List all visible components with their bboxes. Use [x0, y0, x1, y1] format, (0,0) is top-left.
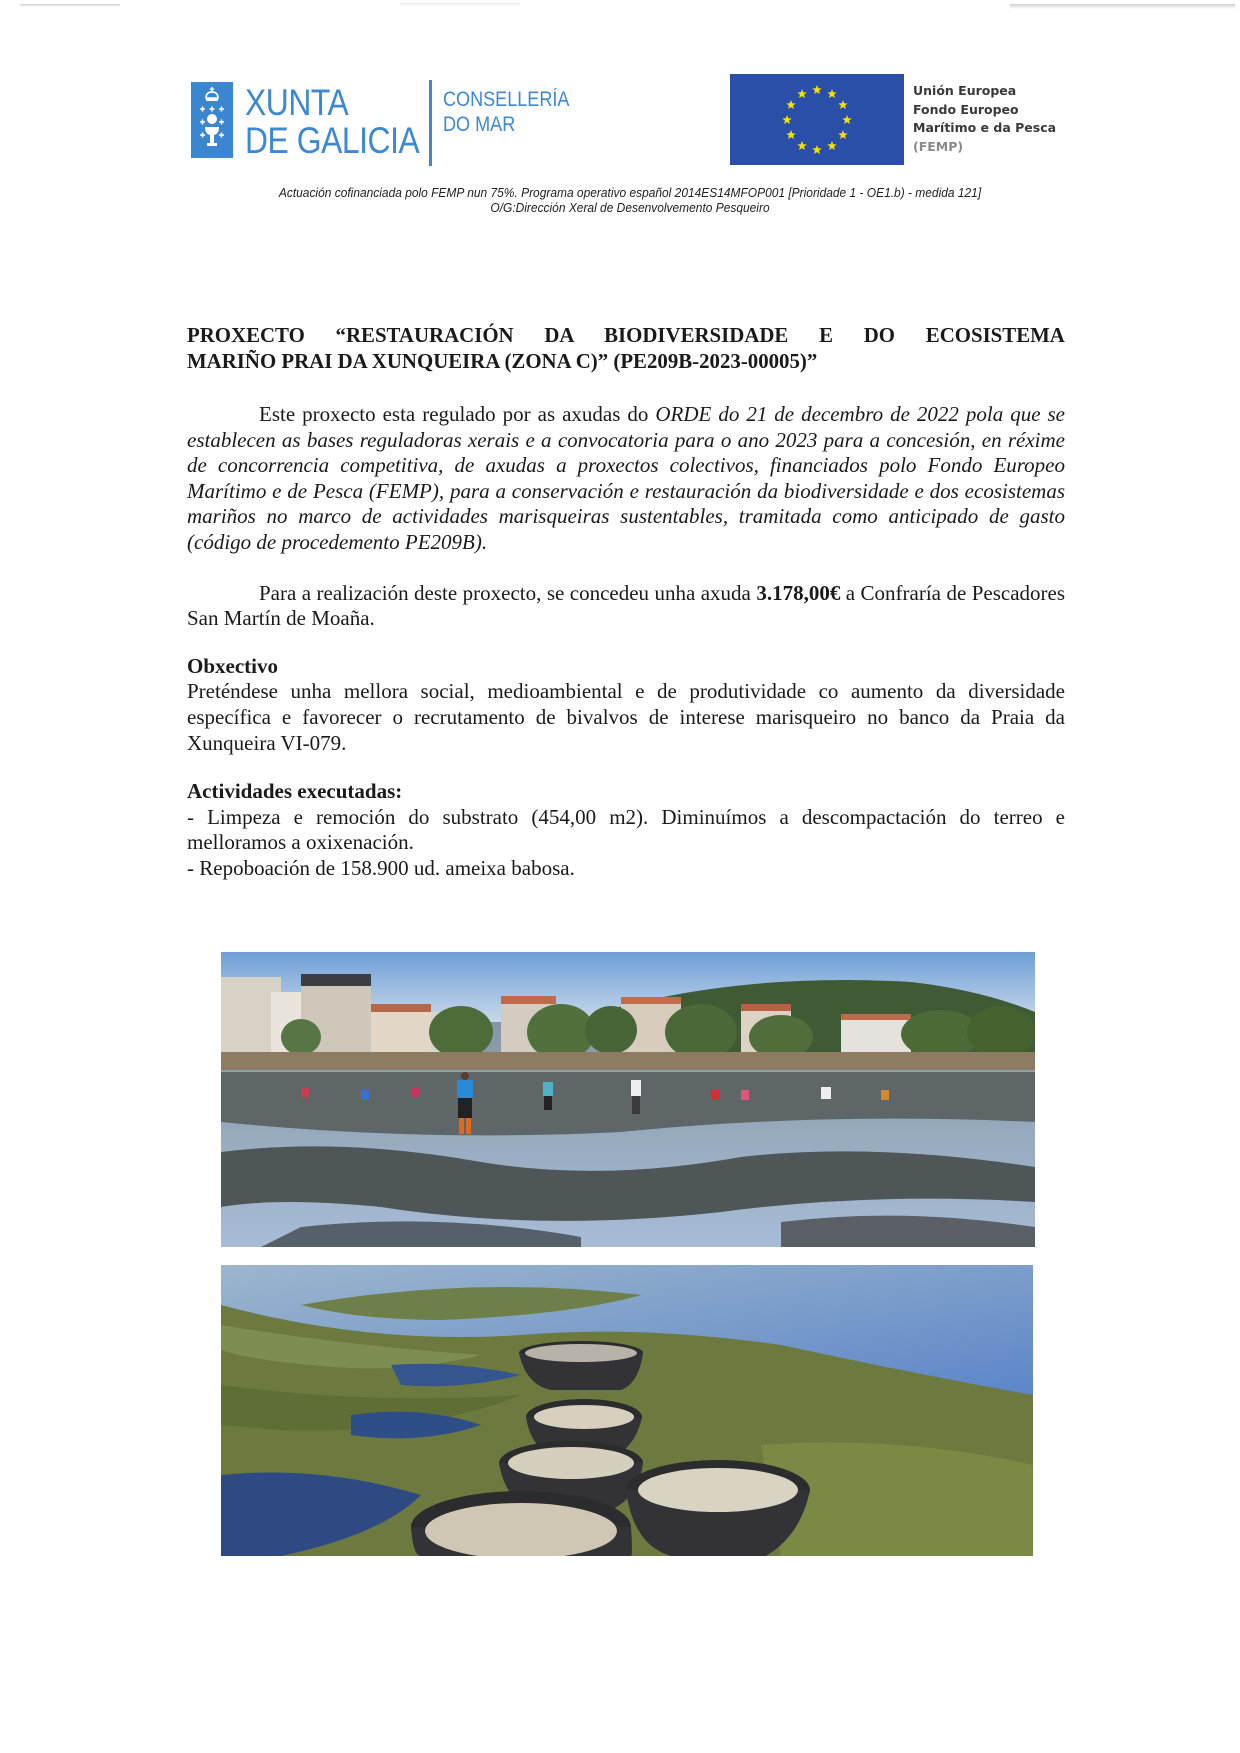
department-line1: CONSELLERÍA — [443, 88, 570, 111]
activities-list — [187, 805, 1065, 882]
cofinancing-line2: O/G:Dirección Xeral de Desenvolvemento Pesqueiro — [490, 200, 770, 215]
title-line2: MARIÑO PRAI DA XUNQUEIRA (ZONA C)” (PE209B-2023-00005)” — [187, 349, 818, 373]
eu-label-line3: Marítimo e da Pesca — [913, 120, 1057, 136]
eu-label-line1: Unión Europea — [913, 83, 1017, 98]
xunta-de-galicia-logo-text — [245, 84, 419, 160]
scan-shadow-left — [20, 4, 120, 7]
galicia-coat-of-arms-icon — [191, 82, 233, 158]
eu-label-line2: Fondo Europeo — [913, 101, 1019, 117]
funding-paragraph — [187, 581, 1065, 632]
funding-text-after: a Confraría de Pescadores San Martín de Moaña. — [187, 580, 1066, 631]
cofinancing-notice — [216, 185, 1044, 215]
eu-flag-icon — [730, 74, 904, 165]
xunta-logo-line1: XUNTA — [245, 82, 349, 123]
funding-text-before: Para a realización deste proxecto, se concedeu unha axuda — [259, 580, 757, 605]
funding-amount: 3.178,00€ — [756, 580, 841, 605]
eu-fund-label — [913, 82, 1056, 157]
document-body — [187, 322, 1065, 882]
objective-heading: Obxectivo — [187, 653, 278, 678]
title-line1: PROXECTO “RESTAURACIÓN DA BIODIVERSIDADE E DO ECOSISTEMA — [187, 323, 1065, 347]
document-title — [187, 322, 1065, 374]
shellfish-gatherers-beach-photo — [221, 952, 1035, 1247]
intro-plain-text: Este proxecto esta regulado por as axudas do — [259, 402, 656, 426]
clam-baskets-on-seaweed-photo — [221, 1265, 1033, 1556]
intro-paragraph — [187, 402, 1065, 556]
scan-shadow-top-right — [1010, 4, 1235, 9]
eu-label-line4: (FEMP) — [913, 139, 964, 155]
logo-divider — [429, 80, 432, 166]
cofinancing-line1: Actuación cofinanciada polo FEMP nun 75%. Programa operativo español 2014ES14MFOP001 [Prioridade 1 - OE1.b) - medida 121] — [278, 185, 982, 200]
activities-heading: Actividades executadas: — [187, 779, 403, 804]
objective-paragraph: Preténdese unha mellora social, medioambiental e de produtividade co aumento da diversidade específica e favorecer o recrutamento de bivalvos de interese marisqueiro no banco da Praia da Xunqueira VI-079. — [187, 679, 1065, 755]
activity-item: - Limpeza e remoción do substrato (454,00 m2). Diminuímos a descompactación do terreo e melloramos a oxixenación. — [187, 804, 1065, 855]
xunta-logo-line2: DE GALICIA — [245, 120, 420, 161]
scan-shadow-right — [400, 3, 520, 6]
intro-italic-text: ORDE do 21 de decembro de 2022 pola que se establecen as bases reguladoras xerais e a convocatoria para o ano 2023 para a concesión, en réxime de concorrencia competitiva, de axudas a proxectos colectivos, financiados polo Fondo Europeo Marítimo e de Pesca (FEMP), para a conservación e restauración da biodiversidade e dos ecosistemas mariños no marco de actividades marisqueiras sustentables, tramitada como anticipado de gasto (código de procedemento PE209B). — [187, 402, 1065, 554]
department-name — [443, 87, 569, 137]
department-line2: DO MAR — [443, 113, 516, 136]
activity-item: - Repoboación de 158.900 ud. ameixa babosa. — [187, 855, 575, 880]
